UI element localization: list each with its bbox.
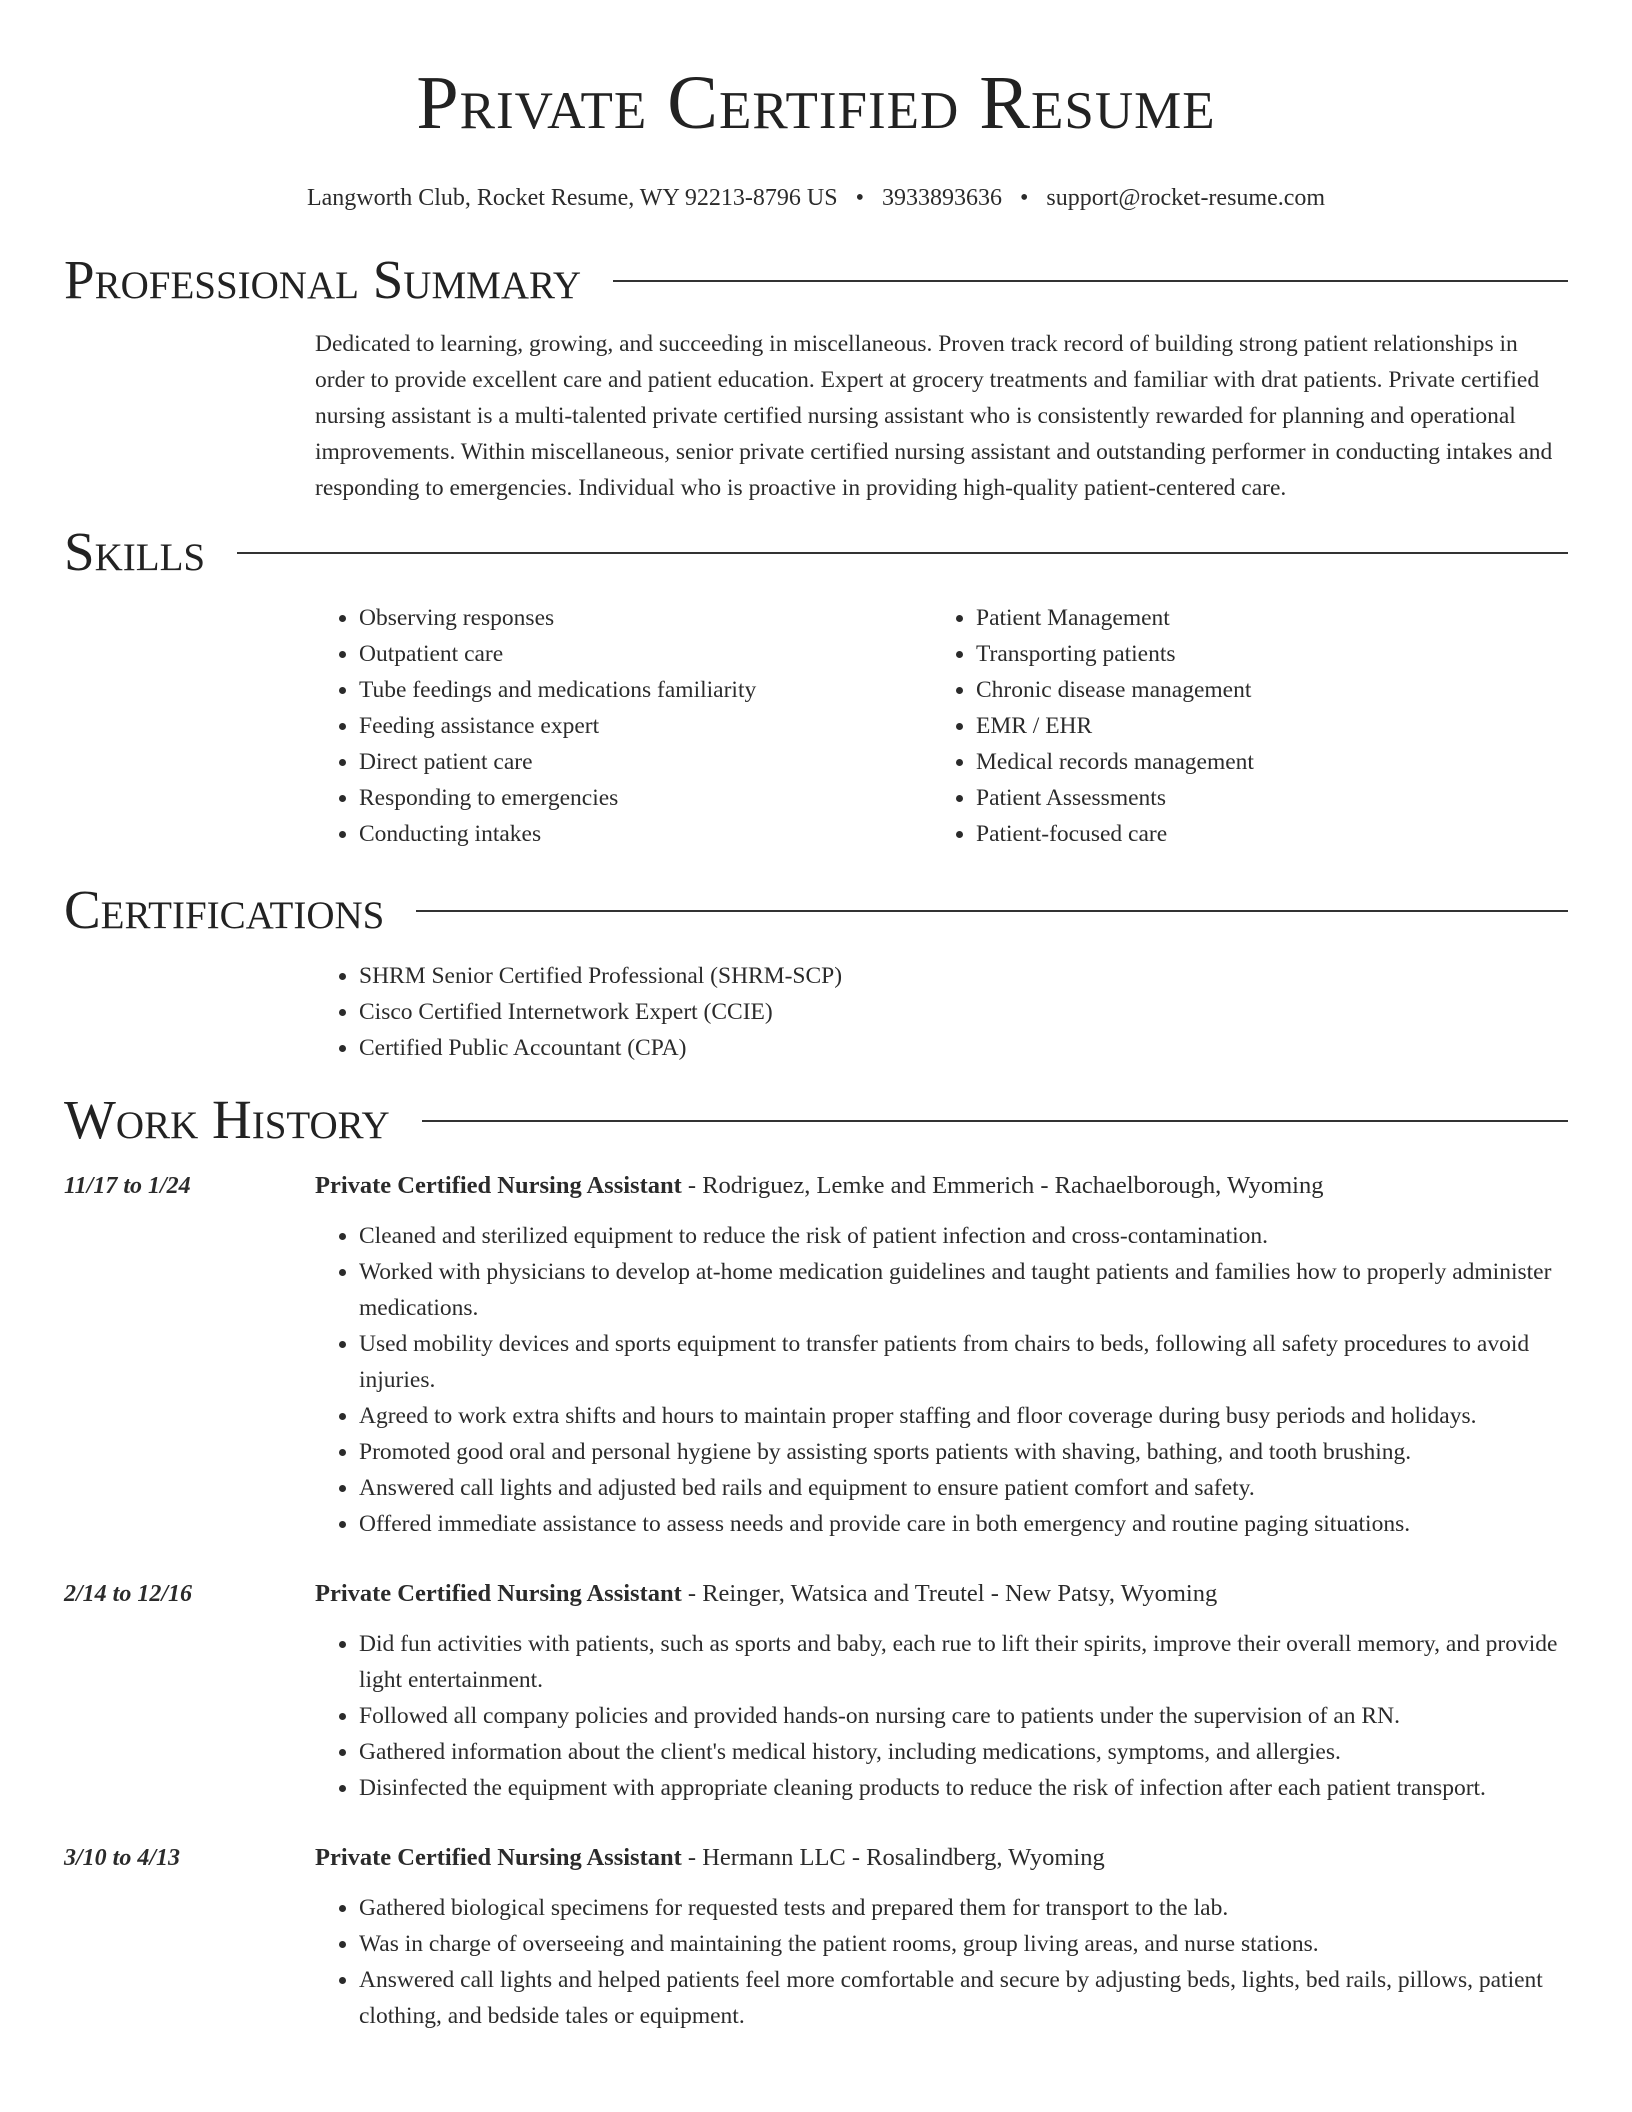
skill-item: • Patient Assessments	[976, 780, 1549, 816]
job-duty: • Gathered information about the client's medical history, including medications, symptoms, and allergies.	[359, 1734, 1568, 1770]
job-header	[315, 1840, 1568, 1876]
summary-section-header	[64, 248, 1568, 312]
job-dates: 11/17 to 1/24	[64, 1173, 191, 1199]
job-duty: • Offered immediate assistance to assess needs and provide care in both emergency and routine paging situations.	[359, 1506, 1568, 1542]
skill-item: • Responding to emergencies	[359, 780, 932, 816]
summary-section	[315, 326, 1568, 506]
job-employer: - Reinger, Watsica and Treutel - New Patsy, Wyoming	[681, 1580, 1218, 1607]
job-duty: • Did fun activities with patients, such as sports and baby, each rue to lift their spirits, improve their overall memory, and provide light entertainment.	[359, 1626, 1568, 1698]
skill-item: • Patient Management	[976, 600, 1549, 636]
job-entry	[64, 1576, 1568, 1806]
job-title: Private Certified Nursing Assistant	[315, 1172, 682, 1199]
job-duty: • Used mobility devices and sports equipment to transfer patients from chairs to beds, following all safety procedures to avoid injuries.	[359, 1326, 1568, 1398]
certification-item: • SHRM Senior Certified Professional (SHRM-SCP)	[359, 958, 1568, 994]
skill-item: • Tube feedings and medications familiarity	[359, 672, 932, 708]
section-divider	[422, 1120, 1568, 1122]
job-duty: • Was in charge of overseeing and maintaining the patient rooms, group living areas, and nurse stations.	[359, 1926, 1568, 1962]
contact-line	[64, 182, 1568, 214]
certifications-list	[315, 958, 1568, 1066]
skills-grid	[315, 600, 1568, 852]
skill-item: • Outpatient care	[359, 636, 932, 672]
contact-phone: 3933893636	[881, 185, 1002, 211]
certification-item: • Certified Public Accountant (CPA)	[359, 1030, 1568, 1066]
skill-item: • Transporting patients	[976, 636, 1549, 672]
work-history-heading: Work History	[64, 1089, 390, 1150]
skill-item: • Conducting intakes	[359, 816, 932, 852]
skill-item: • Medical records management	[976, 744, 1549, 780]
certifications-heading: Certifications	[64, 879, 385, 940]
resume-name: Private Certified Resume	[416, 61, 1216, 145]
job-duty: • Agreed to work extra shifts and hours to maintain proper staffing and floor coverage during busy periods and holidays.	[359, 1398, 1568, 1434]
certifications-section	[315, 958, 1568, 1066]
skill-item: • EMR / EHR	[976, 708, 1549, 744]
job-duty: • Answered call lights and adjusted bed rails and equipment to ensure patient comfort and safety.	[359, 1470, 1568, 1506]
section-divider	[237, 552, 1568, 554]
section-divider	[613, 280, 1568, 282]
work-history-section-header	[64, 1088, 1568, 1152]
job-duty: • Cleaned and sterilized equipment to reduce the risk of patient infection and cross-contamination.	[359, 1218, 1568, 1254]
job-duties-list	[315, 1890, 1568, 2034]
job-duty: • Disinfected the equipment with appropriate cleaning products to reduce the risk of infection after each patient transport.	[359, 1770, 1568, 1806]
job-entry	[64, 1840, 1568, 2034]
contact-separator: •	[855, 185, 864, 211]
job-header	[315, 1576, 1568, 1612]
contact-address: Langworth Club, Rocket Resume, WY 92213-8796 US	[306, 185, 838, 211]
job-duties-list	[315, 1626, 1568, 1806]
skill-item: • Chronic disease management	[976, 672, 1549, 708]
skills-section-header	[64, 520, 1568, 584]
job-entry	[64, 1168, 1568, 1542]
skills-section	[315, 600, 1568, 852]
skills-heading: Skills	[64, 521, 206, 582]
contact-email: support@rocket-resume.com	[1046, 185, 1326, 211]
skills-list-left	[315, 600, 932, 852]
resume-page	[64, 0, 1568, 2034]
job-duty: • Answered call lights and helped patients feel more comfortable and secure by adjusting beds, lights, bed rails, pillows, patient clothing, and bedside tales or equipment.	[359, 1962, 1568, 2034]
job-employer: - Rodriguez, Lemke and Emmerich - Rachaelborough, Wyoming	[681, 1172, 1324, 1199]
job-duty: • Worked with physicians to develop at-home medication guidelines and taught patients and families how to properly administer medications.	[359, 1254, 1568, 1326]
certification-item: • Cisco Certified Internetwork Expert (CCIE)	[359, 994, 1568, 1030]
job-employer: - Hermann LLC - Rosalindberg, Wyoming	[681, 1844, 1105, 1871]
contact-separator: •	[1019, 185, 1029, 211]
summary-heading: Professional Summary	[64, 249, 582, 310]
job-duty: • Gathered biological specimens for requested tests and prepared them for transport to the lab.	[359, 1890, 1568, 1926]
job-duty: • Promoted good oral and personal hygiene by assisting sports patients with shaving, bathing, and tooth brushing.	[359, 1434, 1568, 1470]
job-duty: • Followed all company policies and provided hands-on nursing care to patients under the supervision of an RN.	[359, 1698, 1568, 1734]
job-title: Private Certified Nursing Assistant	[315, 1580, 682, 1607]
skills-list-right	[932, 600, 1549, 852]
job-dates: 2/14 to 12/16	[64, 1581, 193, 1607]
job-header	[315, 1168, 1568, 1204]
section-divider	[416, 910, 1568, 912]
summary-text: Dedicated to learning, growing, and succeeding in miscellaneous. Proven track record of building strong patient relationships in order to provide excellent care and patient education. Expert at grocery treatments and familiar with drat patients. Private certified nursing assistant is a multi-talented private certified nursing assistant who is consistently rewarded for planning and operational improvements. Within miscellaneous, senior private certified nursing assistant and outstanding performer in conducting intakes and responding to emergencies. Individual who is proactive in providing high-quality patient-centered care.	[315, 331, 1553, 501]
certifications-section-header	[64, 878, 1568, 942]
skill-item: • Feeding assistance expert	[359, 708, 932, 744]
job-dates: 3/10 to 4/13	[64, 1845, 181, 1871]
skill-item: • Observing responses	[359, 600, 932, 636]
skill-item: • Patient-focused care	[976, 816, 1549, 852]
skill-item: • Direct patient care	[359, 744, 932, 780]
job-title: Private Certified Nursing Assistant	[315, 1844, 682, 1871]
job-duties-list	[315, 1218, 1568, 1542]
